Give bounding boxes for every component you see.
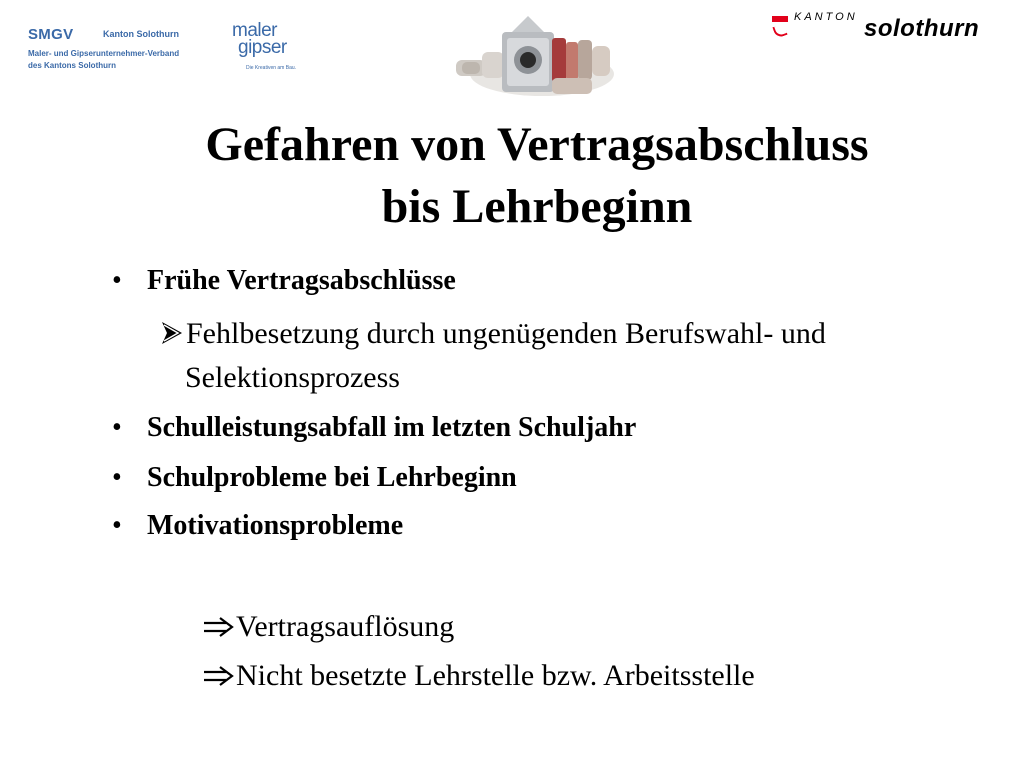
smgv-title: SMGV	[28, 26, 74, 43]
malergipser-tagline: Die Kreativen am Bau.	[246, 65, 297, 71]
smgv-line2: des Kantons Solothurn	[28, 61, 116, 70]
smgv-canton: Kanton Solothurn	[103, 29, 179, 39]
sub-item-text-line1: Fehlbesetzung durch ungenügenden Berufswahl- und	[186, 317, 826, 350]
consequence-text: Vertragsauflösung	[236, 610, 455, 643]
implies-icon	[202, 665, 234, 687]
bullet-glyph: •	[112, 462, 122, 493]
maler-word: maler	[232, 20, 278, 41]
slide-title-line1: Gefahren von Vertragsabschluss	[205, 118, 869, 171]
list-item-text: Schulprobleme bei Lehrbeginn	[147, 462, 517, 493]
bullet-glyph: •	[112, 412, 122, 443]
arrow-right-icon	[160, 320, 184, 346]
smgv-line1: Maler- und Gipserunternehmer-Verband	[28, 49, 180, 58]
kanton-name: solothurn	[864, 15, 980, 42]
kanton-label: KANTON	[794, 11, 858, 23]
sub-item-text-line2: Selektionsprozess	[185, 361, 400, 394]
consequence-item	[202, 605, 454, 649]
bullet-glyph: •	[112, 510, 122, 541]
bullet-glyph: •	[112, 265, 122, 296]
list-item-text: Motivationsprobleme	[147, 510, 404, 541]
consequence-item	[202, 654, 755, 698]
list-item-text: Schulleistungsabfall im letzten Schuljahr	[147, 412, 637, 443]
list-item-text: Frühe Vertragsabschlüsse	[147, 265, 456, 296]
implies-icon	[202, 616, 234, 638]
gipser-word: gipser	[238, 37, 287, 58]
consequence-text: Nicht besetzte Lehrstelle bzw. Arbeitsstelle	[236, 659, 755, 692]
slide-title-line2: bis Lehrbeginn	[381, 180, 693, 233]
